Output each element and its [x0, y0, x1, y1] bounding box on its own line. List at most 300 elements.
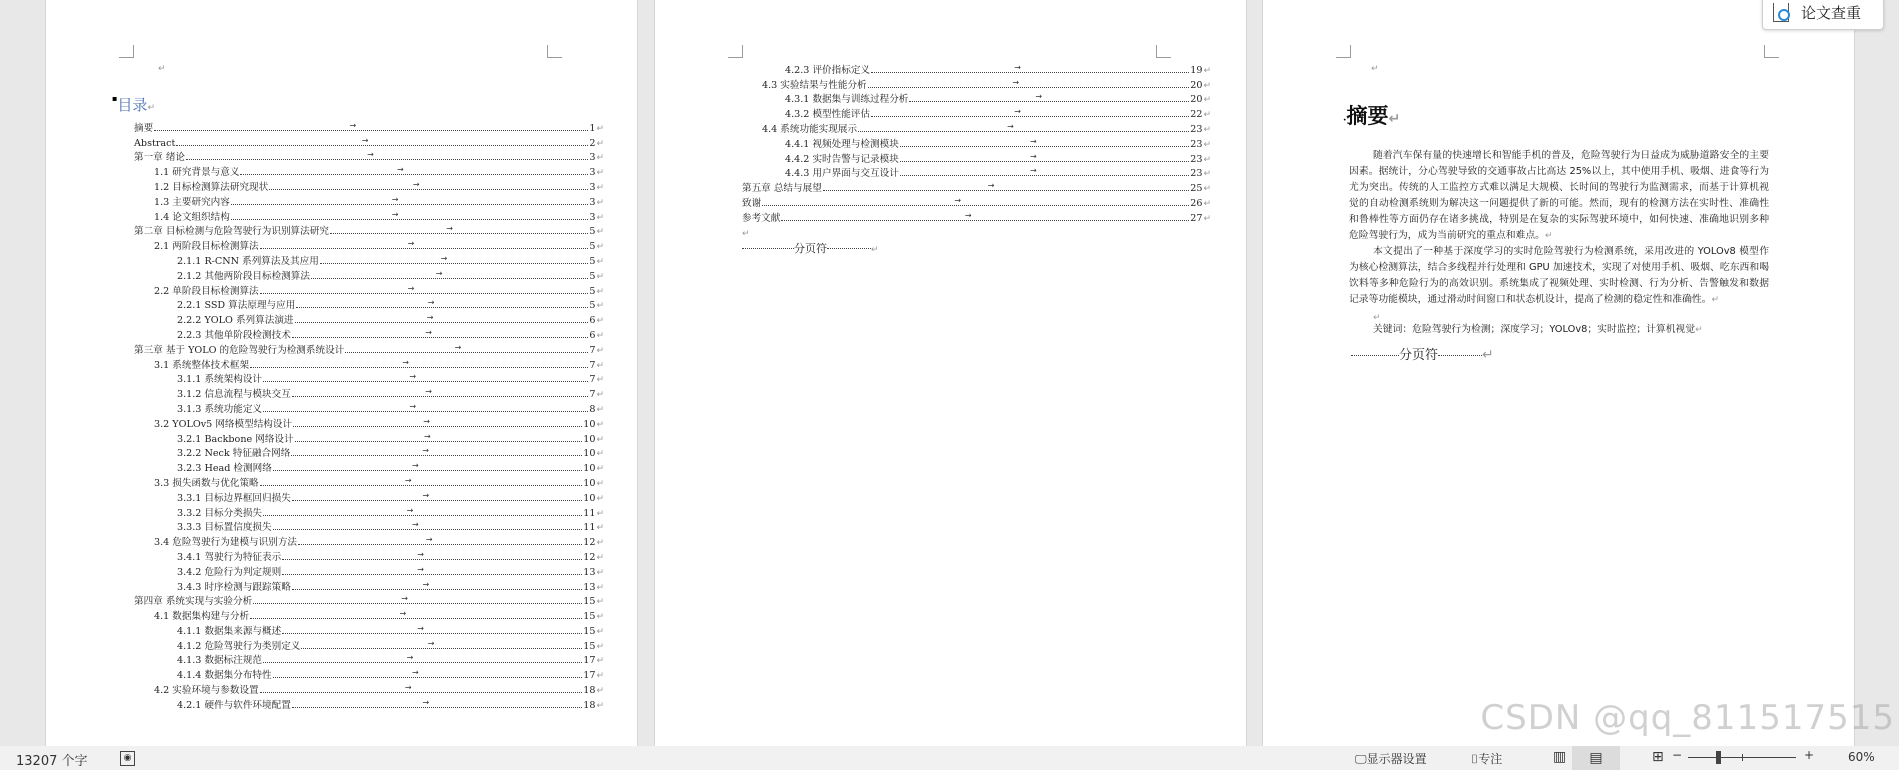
- paragraph-mark: ↵: [1203, 213, 1211, 224]
- toc-entry-title: 1.4 论文组织结构: [154, 211, 230, 223]
- toc-entry[interactable]: [134, 548, 604, 563]
- toc-entry[interactable]: [134, 341, 604, 356]
- paragraph-mark: ↵: [596, 256, 604, 267]
- paragraph-mark: ↵: [596, 493, 604, 504]
- toc-entry[interactable]: [742, 165, 1211, 180]
- toc-entry-page: 15: [583, 640, 596, 652]
- toc-entry-page: 20: [1190, 94, 1203, 106]
- paragraph-mark: ↵: [1203, 110, 1211, 121]
- toc-entry-page: 3: [589, 196, 596, 208]
- toc-entry[interactable]: [742, 194, 1211, 209]
- document-page-2[interactable]: [654, 0, 1247, 746]
- toc-dot-leader: [240, 165, 588, 175]
- page-break-label: 分页符: [794, 241, 827, 255]
- tab-arrow-mark: →: [412, 461, 419, 471]
- toc-entry-page: 10: [583, 433, 596, 445]
- watermark: CSDN @qq_811517515: [1480, 698, 1895, 738]
- tab-arrow-mark: →: [401, 594, 408, 604]
- word-count[interactable]: 13207 个字: [16, 754, 88, 769]
- toc-heading-text: 目录: [117, 96, 148, 114]
- toc-entry-title: 1.2 目标检测算法研究现状: [154, 181, 269, 193]
- focus-icon: ⌷: [1471, 752, 1479, 766]
- toc-dot-leader: [273, 668, 583, 678]
- paragraph-mark: ↵: [596, 700, 604, 711]
- paragraph-mark: ↵: [596, 330, 604, 341]
- toc-entry-page: 25: [1190, 183, 1203, 195]
- toc-entry-title: 2.2 单阶段目标检测算法: [154, 285, 259, 297]
- toc-entry[interactable]: [134, 252, 604, 267]
- display-settings-button[interactable]: [1355, 750, 1427, 767]
- web-layout-button[interactable]: ⊞: [1652, 749, 1664, 765]
- toc-dot-leader: [269, 179, 588, 190]
- toc-dot-leader: [296, 298, 588, 308]
- toc-entry[interactable]: [134, 208, 604, 223]
- toc-entry[interactable]: [134, 666, 604, 681]
- toc-entry-page: 7: [589, 389, 596, 401]
- paragraph-mark: ↵: [742, 228, 750, 239]
- tab-arrow-mark: →: [407, 239, 415, 249]
- focus-mode-button[interactable]: [1471, 750, 1502, 767]
- toc-dot-leader: [900, 166, 1189, 176]
- toc-entry-page: 5: [589, 300, 596, 312]
- paragraph-mark: ↵: [596, 345, 604, 356]
- toc-dot-leader: [871, 107, 1189, 117]
- toc-entry-title: 3.2.2 Neck 特征融合网络: [177, 448, 291, 460]
- paragraph-mark: ↵: [1203, 198, 1211, 209]
- toc-entry-page: 27: [1190, 212, 1203, 224]
- toc-entry-title: 3.2.3 Head 检测网络: [177, 463, 272, 475]
- toc-entry-title: 2.1 两阶段目标检测算法: [154, 241, 259, 253]
- toc-entry-title: 第一章 绪论: [134, 152, 186, 164]
- tab-arrow-mark: →: [440, 253, 448, 263]
- toc-entry-page: 12: [583, 537, 596, 549]
- paragraph-mark: ↵: [596, 227, 604, 238]
- toc-entry[interactable]: [134, 519, 604, 534]
- toc-entry-page: 5: [589, 285, 596, 297]
- plagiarism-check-label: 论文查重: [1801, 4, 1862, 22]
- toc-dot-leader: [292, 490, 582, 501]
- toc-dot-leader: [263, 505, 582, 516]
- tab-arrow-mark: →: [1012, 77, 1020, 87]
- toc-entry[interactable]: [134, 415, 604, 430]
- toc-dot-leader: [293, 416, 582, 427]
- document-search-icon: [1773, 3, 1789, 22]
- toc-entry-title: 3.4.2 危险行为判定规则: [177, 566, 282, 578]
- paragraph-mark: ↵: [596, 182, 604, 193]
- paragraph-mark: ↵: [1203, 124, 1211, 135]
- focus-label: 专注: [1478, 752, 1503, 766]
- toc-entry-page: 26: [1190, 197, 1203, 209]
- toc-entry-page: 20: [1190, 79, 1203, 91]
- toc-dot-leader: [823, 181, 1189, 191]
- toc-entry-title: 4.2 实验环境与参数设置: [154, 685, 259, 697]
- tab-arrow-mark: →: [411, 520, 419, 530]
- tab-arrow-mark: →: [406, 505, 414, 515]
- toc-dot-leader: [295, 313, 589, 323]
- toc-dot-leader: [781, 210, 1189, 221]
- toc-dot-leader: [263, 372, 588, 382]
- toc-entry-page: 6: [589, 329, 596, 341]
- toc-dot-leader: [282, 549, 582, 560]
- tab-arrow-mark: →: [422, 697, 430, 707]
- toc-entry-title: 第三章 基于 YOLO 的危险驾驶行为检测系统设计: [134, 344, 345, 356]
- zoom-level[interactable]: 60%: [1848, 750, 1875, 764]
- toc-entry[interactable]: [134, 163, 604, 178]
- toc-entry-title: 3.1 系统整体技术框架: [154, 359, 250, 371]
- toc-entry-page: 5: [589, 241, 596, 253]
- margin-corner-mark: [119, 45, 134, 58]
- toc-entry[interactable]: [134, 533, 604, 548]
- tab-arrow-mark: →: [404, 683, 412, 693]
- toc-entry-page: 23: [1190, 153, 1203, 165]
- toc-entry[interactable]: [134, 326, 604, 341]
- tab-arrow-mark: →: [964, 210, 972, 220]
- paragraph-mark: ↵: [158, 64, 166, 74]
- toc-entry-page: 23: [1190, 138, 1203, 150]
- toc-entry[interactable]: [134, 311, 604, 326]
- toc-heading: ▪目录↵: [112, 94, 155, 114]
- toc-entry-title: 3.2 YOLOv5 网络模型结构设计: [154, 418, 293, 430]
- toc-entry-page: 10: [583, 418, 596, 430]
- toc-entry-title: 4.4.1 视频处理与检测模块: [785, 138, 899, 150]
- tab-arrow-mark: →: [407, 283, 415, 293]
- toc-entry[interactable]: [134, 400, 604, 415]
- toc-entry-page: 15: [583, 611, 596, 623]
- toc-dot-leader: [260, 683, 583, 693]
- toc-entry[interactable]: [134, 178, 604, 193]
- zoom-in-button[interactable]: +: [1804, 748, 1815, 762]
- toc-entry-page: 13: [583, 581, 596, 593]
- toc-entry[interactable]: [134, 149, 604, 164]
- tab-arrow-mark: →: [427, 638, 435, 648]
- toc-entry-page: 5: [589, 226, 596, 238]
- toc-dot-leader: [273, 461, 582, 471]
- toc-entry[interactable]: [134, 607, 604, 622]
- paragraph-mark: ↵: [596, 123, 604, 134]
- toc-entry[interactable]: [134, 119, 604, 134]
- toc-entry-title: 4.1 数据集构建与分析: [154, 611, 250, 623]
- paragraph-mark: ↵: [1203, 80, 1211, 91]
- toc-entry-page: 3: [589, 181, 596, 193]
- toc-dot-leader: [260, 239, 589, 249]
- paragraph-mark: ↵: [596, 360, 604, 371]
- toc-entry[interactable]: [134, 652, 604, 667]
- toc-dot-leader: [253, 594, 582, 604]
- tab-arrow-mark: →: [424, 431, 431, 441]
- toc-entry-title: 3.3 损失函数与优化策略: [154, 477, 259, 489]
- toc-entry-title: 4.3.1 数据集与训练过程分析: [785, 94, 909, 106]
- table-of-contents: [134, 119, 604, 711]
- toc-entry-page: 10: [583, 492, 596, 504]
- toc-dot-leader: [900, 136, 1189, 147]
- abstract-body: [1349, 148, 1769, 363]
- paragraph-mark: ↵: [1203, 154, 1211, 165]
- toc-entry-page: 1: [589, 122, 596, 134]
- toc-entry[interactable]: [134, 282, 604, 297]
- tab-arrow-mark: →: [1014, 107, 1021, 117]
- toc-entry-page: 7: [589, 344, 596, 356]
- paragraph-mark: ↵: [596, 538, 604, 549]
- paragraph-mark: ↵: [1203, 169, 1211, 180]
- toc-entry[interactable]: [134, 578, 604, 593]
- toc-dot-leader: [298, 535, 582, 545]
- toc-entry-title: 3.3.3 目标置信度损失: [177, 522, 272, 534]
- toc-entry[interactable]: [134, 489, 604, 504]
- toc-dot-leader: [260, 475, 583, 486]
- tab-arrow-mark: →: [425, 327, 432, 337]
- zoom-slider-center-tick: [1742, 754, 1743, 761]
- macro-record-icon[interactable]: ◉: [120, 751, 135, 766]
- toc-dot-leader: [273, 520, 583, 530]
- toc-dot-leader: [292, 327, 589, 338]
- toc-entry-title: 1.1 研究背景与意义: [154, 167, 240, 179]
- paragraph-mark: ↵: [596, 656, 604, 667]
- toc-entry[interactable]: [742, 179, 1211, 194]
- toc-dot-leader: [330, 224, 588, 234]
- tab-arrow-mark: →: [409, 372, 417, 382]
- paragraph-mark: ↵: [596, 301, 604, 312]
- toc-entry[interactable]: [134, 445, 604, 460]
- toc-entry[interactable]: [742, 120, 1211, 135]
- toc-entry[interactable]: [134, 237, 604, 252]
- toc-entry-title: 3.1.2 信息流程与模块交互: [177, 389, 291, 401]
- document-page-1[interactable]: [45, 0, 638, 746]
- tab-arrow-mark: →: [425, 535, 433, 545]
- zoom-slider-thumb[interactable]: [1716, 751, 1721, 764]
- toc-entry-page: 18: [583, 685, 596, 697]
- paragraph-mark: ↵: [596, 286, 604, 297]
- paragraph-mark: ↵: [596, 197, 604, 208]
- toc-dot-leader: [231, 194, 588, 205]
- tab-arrow-mark: →: [1014, 62, 1021, 72]
- tab-arrow-mark: →: [391, 209, 399, 219]
- toc-entry-title: 4.3 实验结果与性能分析: [762, 79, 867, 91]
- toc-dot-leader: [345, 342, 588, 353]
- zoom-out-button[interactable]: −: [1672, 748, 1683, 762]
- toc-dot-leader: [250, 609, 582, 619]
- toc-entry[interactable]: [742, 91, 1211, 106]
- paragraph-mark: ↵: [596, 508, 604, 519]
- toc-entry-title: 4.1.3 数据标注规范: [177, 655, 263, 667]
- toc-entry-page: 2: [589, 137, 596, 149]
- empty-paragraph: [742, 224, 1211, 238]
- tab-arrow-mark: →: [367, 150, 374, 160]
- print-layout-button[interactable]: ▤: [1572, 746, 1620, 770]
- toc-dot-leader: [291, 446, 582, 456]
- document-page-3[interactable]: [1262, 0, 1855, 746]
- toc-entry[interactable]: [134, 385, 604, 400]
- toc-entry-page: 12: [583, 551, 596, 563]
- tab-arrow-mark: →: [422, 490, 430, 500]
- toc-entry[interactable]: [134, 637, 604, 652]
- toc-dot-leader: [176, 135, 588, 146]
- toc-entry-page: 6: [589, 315, 596, 327]
- paragraph-mark: ↵: [596, 271, 604, 282]
- paragraph-mark: ↵: [596, 523, 604, 534]
- toc-entry[interactable]: [134, 696, 604, 711]
- toc-entry[interactable]: [134, 223, 604, 238]
- paragraph-mark: ↵: [596, 552, 604, 563]
- tab-arrow-mark: →: [412, 179, 420, 189]
- toc-entry-page: 11: [583, 507, 596, 519]
- toc-dot-leader: [154, 120, 588, 131]
- tab-arrow-mark: →: [435, 268, 443, 278]
- toc-dot-leader: [282, 564, 582, 575]
- toc-entry-title: 致谢: [742, 197, 762, 209]
- toc-dot-leader: [282, 623, 582, 634]
- toc-entry-page: 8: [589, 403, 596, 415]
- paragraph-mark: ↵: [596, 478, 604, 489]
- toc-entry-page: 13: [583, 566, 596, 578]
- toc-entry-title: 4.2.3 评价指标定义: [785, 64, 871, 76]
- toc-entry[interactable]: [742, 76, 1211, 91]
- paragraph-mark: ↵: [596, 434, 604, 445]
- paragraph-mark: ↵: [596, 168, 604, 179]
- read-mode-button[interactable]: ▥: [1553, 749, 1567, 765]
- toc-entry-title: 2.2.1 SSD 算法原理与应用: [177, 300, 296, 312]
- margin-corner-mark: [1156, 45, 1171, 58]
- paragraph-mark: ↵: [596, 464, 604, 475]
- tab-arrow-mark: →: [411, 668, 419, 678]
- plagiarism-check-button[interactable]: [1762, 0, 1884, 30]
- toc-dot-leader: [295, 431, 583, 442]
- empty-paragraph: [1349, 308, 1769, 322]
- display-settings-label: 显示器设置: [1366, 752, 1427, 766]
- toc-dot-leader: [263, 401, 588, 412]
- toc-entry-title: 3.4 危险驾驶行为建模与识别方法: [154, 537, 298, 549]
- toc-entry-title: 4.4.2 实时告警与记录模块: [785, 153, 899, 165]
- toc-entry[interactable]: [134, 193, 604, 208]
- toc-entry[interactable]: [134, 622, 604, 637]
- toc-entry-page: 23: [1190, 123, 1203, 135]
- toc-entry-page: 22: [1190, 109, 1203, 121]
- paragraph-mark: ↵: [596, 242, 604, 253]
- toc-entry[interactable]: [742, 150, 1211, 165]
- toc-dot-leader: [320, 253, 588, 264]
- toc-entry-page: 7: [589, 374, 596, 386]
- toc-entry-title: 4.1.1 数据集来源与概述: [177, 625, 282, 637]
- toc-entry-page: 11: [583, 522, 596, 534]
- paragraph-mark: ↵: [1203, 184, 1211, 195]
- tab-arrow-mark: →: [1035, 92, 1043, 102]
- toc-dot-leader: [292, 697, 582, 708]
- toc-entry-page: 10: [583, 448, 596, 460]
- abstract-heading-text: 摘要: [1346, 103, 1389, 128]
- paragraph-mark: ↵: [596, 153, 604, 164]
- toc-entry-title: Abstract: [134, 137, 176, 149]
- toc-entry[interactable]: [742, 61, 1211, 76]
- toc-entry-page: 10: [583, 477, 596, 489]
- tab-arrow-mark: →: [454, 342, 462, 352]
- paragraph-mark: ↵: [1371, 64, 1379, 74]
- toc-entry-page: 23: [1190, 168, 1203, 180]
- tab-arrow-mark: →: [417, 564, 424, 574]
- toc-dot-leader: [762, 195, 1189, 206]
- toc-dot-leader: [301, 638, 582, 649]
- toc-entry[interactable]: [134, 474, 604, 489]
- toc-entry[interactable]: [134, 459, 604, 474]
- toc-entry-title: 3.4.1 驾驶行为特征表示: [177, 551, 282, 563]
- toc-entry-title: 3.1.3 系统功能定义: [177, 403, 263, 415]
- toc-dot-leader: [900, 151, 1189, 162]
- toc-entry[interactable]: [134, 297, 604, 312]
- tab-arrow-mark: →: [417, 549, 424, 559]
- toc-entry[interactable]: [134, 504, 604, 519]
- toc-entry[interactable]: [134, 371, 604, 386]
- paragraph-mark: ↵: [1373, 313, 1381, 323]
- toc-entry[interactable]: [742, 135, 1211, 150]
- paragraph-mark: ↵: [596, 138, 604, 149]
- toc-entry-page: 19: [1190, 64, 1203, 76]
- tab-arrow-mark: →: [399, 609, 407, 619]
- toc-entry-title: 3.3.2 目标分类损失: [177, 507, 263, 519]
- paragraph-mark: ↵: [596, 582, 604, 593]
- toc-entry-title: 4.1.2 危险驾驶行为类别定义: [177, 640, 301, 652]
- toc-dot-leader: [311, 268, 588, 279]
- paragraph-mark: ↵: [596, 316, 604, 327]
- abstract-paragraph-2: 本文提出了一种基于深度学习的实时危险驾驶行为检测系统，采用改进的 YOLOv8 模型作为核心检测算法，结合多线程并行处理和 GPU 加速技术，实现了对使用手机、吸烟、吃东西和喝饮料等多种危险行为的高效识别。系统集成了视频处理、实时检测、行为分析、告警触发和数据记录等功能模块，通过滑动时间窗口和状态机设计，提高了检测的稳定性和准确性。↵: [1349, 246, 1769, 305]
- tab-arrow-mark: →: [422, 446, 429, 456]
- toc-entry-title: 3.1.1 系统架构设计: [177, 374, 263, 386]
- tab-arrow-mark: →: [1030, 136, 1037, 146]
- paragraph-mark: ↵: [596, 597, 604, 608]
- toc-entry-title: 摘要: [134, 122, 154, 134]
- toc-entry-title: 第五章 总结与展望: [742, 183, 822, 195]
- toc-entry[interactable]: [134, 267, 604, 282]
- zoom-slider[interactable]: [1688, 757, 1796, 758]
- display-settings-icon: 🖵: [1355, 752, 1367, 766]
- toc-dot-leader: [292, 579, 582, 590]
- page-break-marker: 分页符 ↵: [742, 240, 1211, 256]
- tab-arrow-mark: →: [406, 653, 414, 663]
- paragraph-mark: ↵: [596, 567, 604, 578]
- tab-arrow-mark: →: [417, 623, 424, 633]
- toc-entry-page: 10: [583, 463, 596, 475]
- toc-entry-title: 3.2.1 Backbone 网络设计: [177, 433, 294, 445]
- toc-entry[interactable]: [134, 430, 604, 445]
- paragraph-mark: ↵: [596, 641, 604, 652]
- toc-entry-title: 参考文献: [742, 212, 781, 224]
- keywords-text: 关键词：危险驾驶行为检测；深度学习；YOLOv8；实时监控；计算机视觉: [1373, 324, 1696, 335]
- toc-entry[interactable]: [134, 134, 604, 149]
- tab-arrow-mark: →: [361, 135, 369, 145]
- abstract-heading: ·摘要↵: [1343, 103, 1401, 128]
- tab-arrow-mark: →: [397, 165, 404, 175]
- toc-entry-title: 4.1.4 数据集分布特性: [177, 670, 272, 682]
- toc-entry[interactable]: [134, 593, 604, 608]
- toc-dot-leader: [250, 357, 588, 368]
- toc-entry[interactable]: [134, 563, 604, 578]
- margin-corner-mark: [728, 45, 743, 58]
- tab-arrow-mark: →: [427, 298, 435, 308]
- toc-entry-title: 4.4 系统功能实现展示: [762, 123, 858, 135]
- toc-entry[interactable]: [742, 105, 1211, 120]
- paragraph-mark: ↵: [596, 212, 604, 223]
- paragraph-mark: ↵: [596, 375, 604, 386]
- toc-entry[interactable]: [134, 681, 604, 696]
- tab-arrow-mark: →: [409, 401, 417, 411]
- toc-entry-page: 3: [589, 152, 596, 164]
- paragraph-mark: ↵: [596, 671, 604, 682]
- tab-arrow-mark: →: [1030, 151, 1037, 161]
- toc-dot-leader: [263, 653, 582, 663]
- tab-arrow-mark: →: [1007, 121, 1014, 131]
- status-bar: [0, 746, 1899, 770]
- paragraph-mark: ↵: [1203, 65, 1211, 76]
- tab-arrow-mark: →: [404, 475, 412, 485]
- toc-entry[interactable]: [134, 356, 604, 371]
- toc-entry[interactable]: [742, 209, 1211, 224]
